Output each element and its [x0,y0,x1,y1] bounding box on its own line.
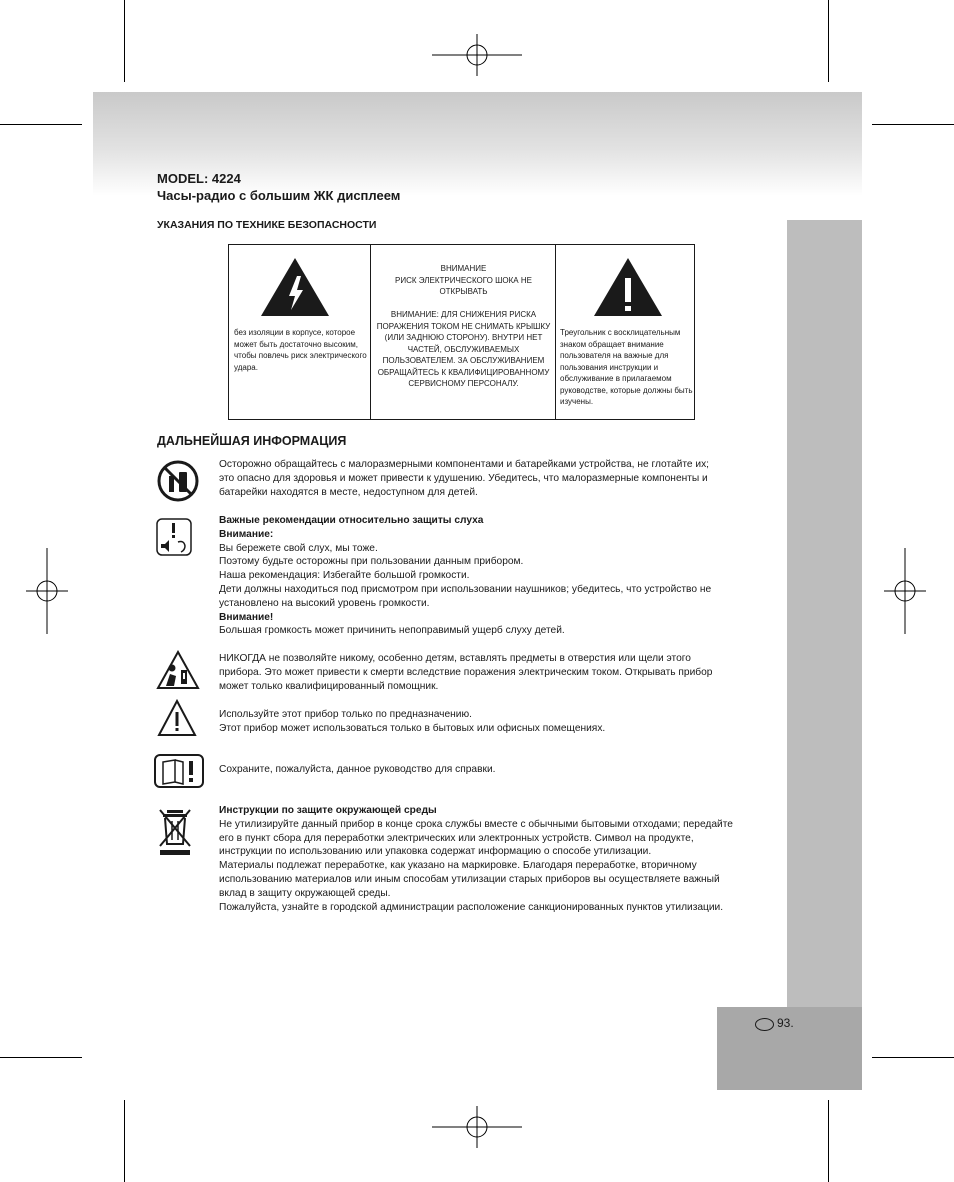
caution-body: ВНИМАНИЕ: ДЛЯ СНИЖЕНИЯ РИСКА ПОРАЖЕНИЯ ТОКОМ НЕ СНИМАТЬ КРЫШКУ (ИЛИ ЗАДНЮЮ СТОРОНУ). ВНУТРИ НЕТ ЧАСТЕЙ, ОБСЛУЖИВАЕМЫХ ПОЛЬЗОВАТЕЛЕМ. ЗА ОБСЛУЖИВАНИЕМ ОБРАЩАЙТЕСЬ К КВАЛИФИЦИРОВАННОМУ СЕРВИСНОМУ ПЕРСОНАЛУ. [376,310,551,388]
hearing-attention-1: Внимание: [219,528,274,540]
hearing-line-4: Дети должны находиться под присмотром при использовании наушников; убедитесь, что устройство не установлено на высокий уровень громкости. [219,583,712,609]
crop-mark [872,1057,954,1058]
weee-bin-icon [156,806,194,856]
environment-paragraph-1: Не утилизируйте данный прибор в конце срока службы вместе с обычными бытовыми отходами; передайте его в пункт сбора для переработки электрических или электронных устройств. Символ на продукте, инструкции по использованию или упаковка содержат информацию о способе утилизации. [219,818,733,858]
exclamation-triangle-icon [157,699,197,737]
hearing-line-5: Большая громкость может причинить непоправимый ущерб слуху детей. [219,625,565,637]
lightning-warning-icon [259,256,331,318]
registration-mark-bottom [432,1106,522,1148]
page-number: 93. [777,1016,794,1030]
no-swallow-icon [157,460,199,502]
crop-mark [872,124,954,125]
registration-mark-right [884,548,926,634]
product-subtitle: Часы-радио с большим ЖК дисплеем [157,188,401,203]
exclamation-column [556,245,694,419]
caution-title: ВНИМАНИЕ [440,264,487,273]
hearing-protection-icon [156,518,192,556]
crop-mark [828,1100,829,1182]
crop-mark [124,1100,125,1182]
hearing-line-2: Поэтому будьте осторожны при пользовании данным прибором. [219,556,524,568]
registration-mark-top [432,34,522,76]
usage-text [219,708,759,736]
safety-heading: УКАЗАНИЯ ПО ТЕХНИКЕ БЕЗОПАСНОСТИ [157,219,377,231]
hearing-title: Важные рекомендации относительно защиты слуха [219,515,484,526]
manual-book-icon [154,754,204,788]
caution-column [371,245,556,419]
environment-paragraph-2: Материалы подлежат переработке, как указано на маркировке. Благодаря переработке, вторичному использованию материалов или иным способам утилизации старых приборов вы осуществляете важный вклад в защиту окружающей среды. [219,860,720,899]
environment-title: Инструкции по защите окружающей среды [219,805,437,816]
usage-line-2: Этот прибор может использоваться только в бытовых или офисных помещениях. [219,722,606,734]
hearing-line-3: Наша рекомендация: Избегайте большой громкости. [219,570,470,582]
hearing-attention-2: Внимание! [219,611,274,623]
caution-text [375,263,552,390]
exclamation-description: Треугольник с восклицательным знаком обращает внимание пользователя на важные для пользования инструкции и обслуживание в прилагаемом руководстве, которые должны быть изучены. [560,328,693,406]
side-strip [787,220,862,1010]
child-shock-warning-icon [156,650,200,690]
page-oval-icon [755,1018,774,1031]
further-info-heading: ДАЛЬНЕЙШАЯ ИНФОРМАЦИЯ [157,434,347,448]
model-title: MODEL: 4224 [157,171,241,186]
crop-mark [828,0,829,82]
lightning-column [229,245,371,419]
hearing-line-1: Вы бережете свой слух, мы тоже. [219,542,378,554]
manual-text: Сохраните, пожалуйста, данное руководство для справки. [219,764,496,775]
environment-paragraph-3: Пожалуйста, узнайте в городской администрации расположение санкционированных пунктов утилизации. [219,901,724,913]
hearing-text [219,514,719,638]
environment-text [219,804,749,914]
crop-mark [124,0,125,82]
lightning-description: без изоляции в корпусе, которое может быть достаточно высоким, чтобы повлечь риск электрического удара. [234,328,367,372]
crop-mark [0,1057,82,1058]
exclamation-warning-icon [592,256,664,318]
registration-mark-left [26,548,68,634]
usage-line-1: Используйте этот прибор только по предназначению. [219,709,472,720]
safety-warning-table [228,244,695,420]
small-parts-text: Осторожно обращайтесь с малоразмерными компонентами и батарейками устройства, не глотайте их; это опасно для здоровья и может привести к удушению. Убедитесь, что малоразмерные компоненты и батарейки находятся в месте, недоступном для детей. [219,459,710,498]
caution-subtitle: РИСК ЭЛЕКТРИЧЕСКОГО ШОКА НЕ ОТКРЫВАТЬ [395,275,532,296]
crop-mark [0,124,82,125]
never-insert-text: НИКОГДА не позволяйте никому, особенно детям, вставлять предметы в отверстия или щели этого прибора. Это может привести к смерти вследствие поражения электрическим током. Открывать прибор может только квалифицированный помощник. [219,653,713,692]
